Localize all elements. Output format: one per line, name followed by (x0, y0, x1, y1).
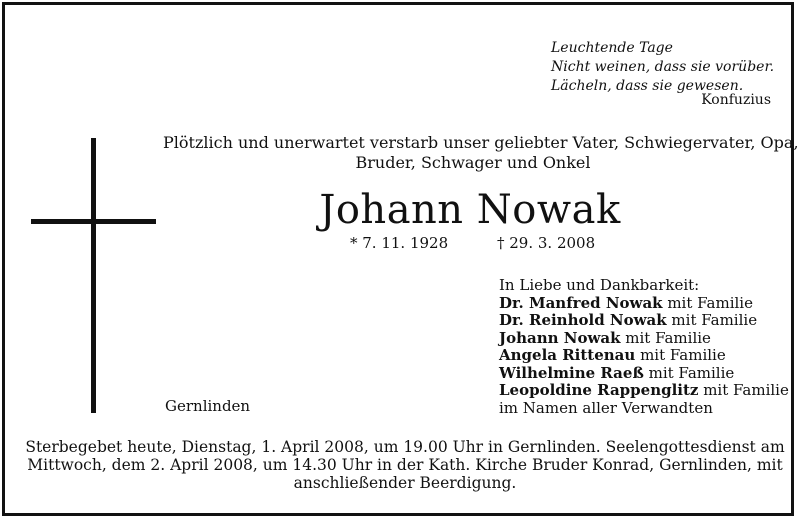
obituary-notice (2, 2, 799, 516)
quote-line: Leuchtende Tage (551, 40, 673, 56)
mourner-name: Angela Rittenau (499, 346, 636, 364)
announcement-line: anschließender Beerdigung. (293, 474, 517, 492)
mourner-suffix: mit Familie (666, 311, 758, 329)
mourner-name: Leopoldine Rappenglitz (499, 381, 699, 399)
mourner-suffix: mit Familie (698, 381, 789, 399)
service-announcement (25, 438, 785, 492)
mourners-heading: In Liebe und Dankbarkeit: (499, 276, 700, 294)
intro-line: Plötzlich und unerwartet verstarb unser geliebter Vater, Schwiegervater, Opa, (163, 133, 799, 152)
mourner-name: Dr. Manfred Nowak (499, 293, 663, 312)
mourners-closing: im Namen aller Verwandten (499, 398, 713, 417)
place-name: Gernlinden (165, 397, 251, 415)
birth-date: * 7. 11. 1928 (350, 234, 449, 252)
mourner-row (499, 365, 789, 383)
announcement-line: Mittwoch, dem 2. April 2008, um 14.30 Uhr in der Kath. Kirche Bruder Konrad, Gernlinden, mit (27, 456, 783, 474)
announcement-line: Sterbegebet heute, Dienstag, 1. April 2008, um 19.00 Uhr in Gernlinden. Seelengottesdienst am (25, 438, 785, 456)
quote-line: Nicht weinen, dass sie vorüber. (551, 59, 775, 75)
deceased-name: Johann Nowak (319, 187, 621, 233)
quote-line: Lächeln, dass sie gewesen. (551, 78, 744, 94)
intro-line: Bruder, Schwager und Onkel (355, 153, 591, 172)
cross-horizontal-bar (31, 219, 156, 224)
death-announcement-intro (163, 133, 799, 173)
mourner-row (499, 382, 789, 400)
mourner-suffix: mit Familie (662, 293, 753, 312)
mourner-suffix: mit Familie (620, 328, 711, 347)
epigraph-quote (551, 39, 774, 96)
mourner-name: Wilhelmine Raeß (499, 363, 644, 382)
mourner-suffix: mit Familie (635, 346, 726, 364)
mourner-row (499, 312, 789, 330)
mourners-list (499, 277, 789, 417)
mourner-row (499, 347, 789, 365)
mourner-name: Dr. Reinhold Nowak (499, 311, 667, 329)
mourner-row (499, 330, 789, 348)
mourner-name: Johann Nowak (499, 328, 621, 347)
cross-vertical-bar (91, 138, 96, 413)
quote-author: Konfuzius (701, 92, 771, 108)
death-date: † 29. 3. 2008 (497, 234, 596, 252)
mourner-suffix: mit Familie (643, 363, 735, 382)
mourner-row (499, 295, 789, 313)
